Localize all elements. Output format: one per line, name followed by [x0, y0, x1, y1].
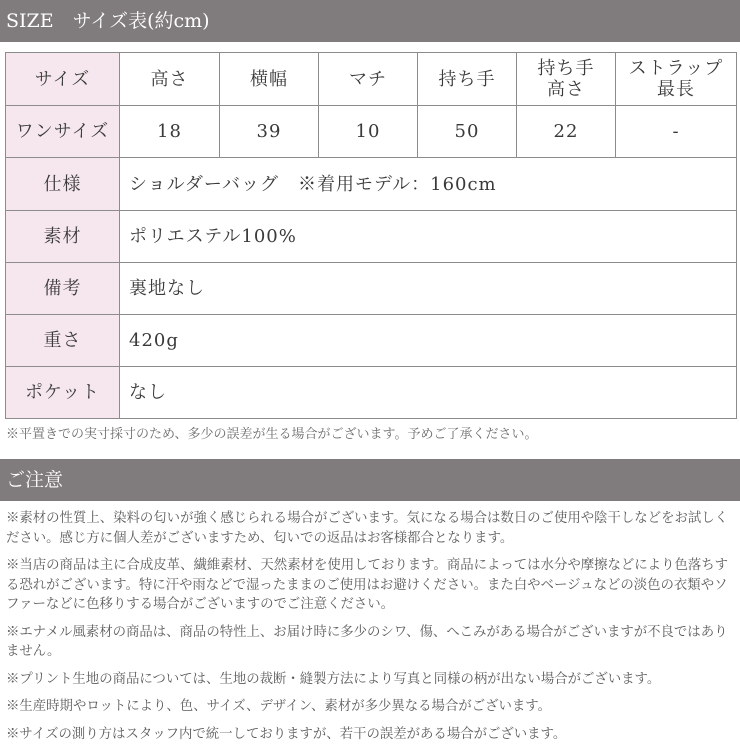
caution-note-print: ※プリント生地の商品については、生地の裁断・縫製方法により写真と同様の柄が出ない場合がございます。 [6, 671, 661, 687]
handle-height-value-cell: 22 [517, 106, 616, 158]
caution-notes [6, 509, 736, 752]
material-label-cell: 素材 [6, 211, 120, 263]
header-cell-strap-max: ストラップ 最長 [616, 53, 737, 106]
table-row [6, 367, 737, 419]
header-cell-height: 高さ [120, 53, 220, 106]
table-row [6, 158, 737, 211]
spec-value-cell: ショルダーバッグ ※着用モデル：160cm [120, 158, 737, 211]
remarks-label-cell: 備考 [6, 263, 120, 315]
measurement-footnote: ※平置きでの実寸採寸のため、多少の誤差が生る場合がございます。予めご了承ください。 [6, 427, 538, 442]
header-cell-width: 横幅 [220, 53, 319, 106]
size-section-header [0, 0, 740, 42]
table-row [6, 211, 737, 263]
caution-section-title: ご注意 [6, 469, 64, 491]
strap-max-value-cell: - [616, 106, 737, 158]
caution-note-odor: ※素材の性質上、染料の匂いが強く感じられる場合がございます。気になる場合は数日のご使用や陰干しなどをお試しください。感じ方に個人差がございますため、匂いでの返品はお客様都合となります。 [6, 511, 729, 546]
height-value-cell: 18 [120, 106, 220, 158]
caution-note-lot: ※生産時期やロットにより、色、サイズ、デザイン、素材が多少異なる場合がございます。 [6, 699, 551, 714]
header-cell-gusset: マチ [319, 53, 418, 106]
header-cell-handle: 持ち手 [418, 53, 517, 106]
width-value-cell: 39 [220, 106, 319, 158]
weight-label-cell: 重さ [6, 315, 120, 367]
table-header-row [6, 53, 737, 106]
spec-label-cell: 仕様 [6, 158, 120, 211]
handle-value-cell: 50 [418, 106, 517, 158]
table-row [6, 106, 737, 158]
table-row [6, 263, 737, 315]
caution-section-header [0, 459, 740, 501]
caution-note-measurement: ※サイズの測り方はスタッフ内で統一しておりますが、若干の誤差がある場合がございます。 [6, 726, 567, 742]
pocket-label-cell: ポケット [6, 367, 120, 419]
gusset-value-cell: 10 [319, 106, 418, 158]
header-cell-size: サイズ [6, 53, 120, 106]
pocket-value-cell: なし [120, 367, 737, 419]
weight-value-cell: 420g [120, 315, 737, 367]
size-label-cell: ワンサイズ [6, 106, 120, 158]
size-section-title: SIZE サイズ表(約cm) [6, 10, 210, 32]
caution-note-color-transfer: ※当店の商品は主に合成皮革、繊維素材、天然素材を使用しております。商品によっては水分や摩擦などにより色落ちする恐れがございます。特に汗や雨などで湿ったままのご使用はお避けください。また白やベージュなどの淡色の衣類やソファーなどに色移りする場合がございますのでご注意ください。 [6, 558, 729, 612]
material-value-cell: ポリエステル100% [120, 211, 737, 263]
table-row [6, 315, 737, 367]
remarks-value-cell: 裏地なし [120, 263, 737, 315]
header-cell-handle-height: 持ち手 高さ [517, 53, 616, 106]
caution-note-enamel: ※エナメル風素材の商品は、商品の特性上、お届け時に多少のシワ、傷、へこみがある場合がございますが不良ではありません。 [6, 624, 728, 659]
size-table [5, 52, 737, 419]
